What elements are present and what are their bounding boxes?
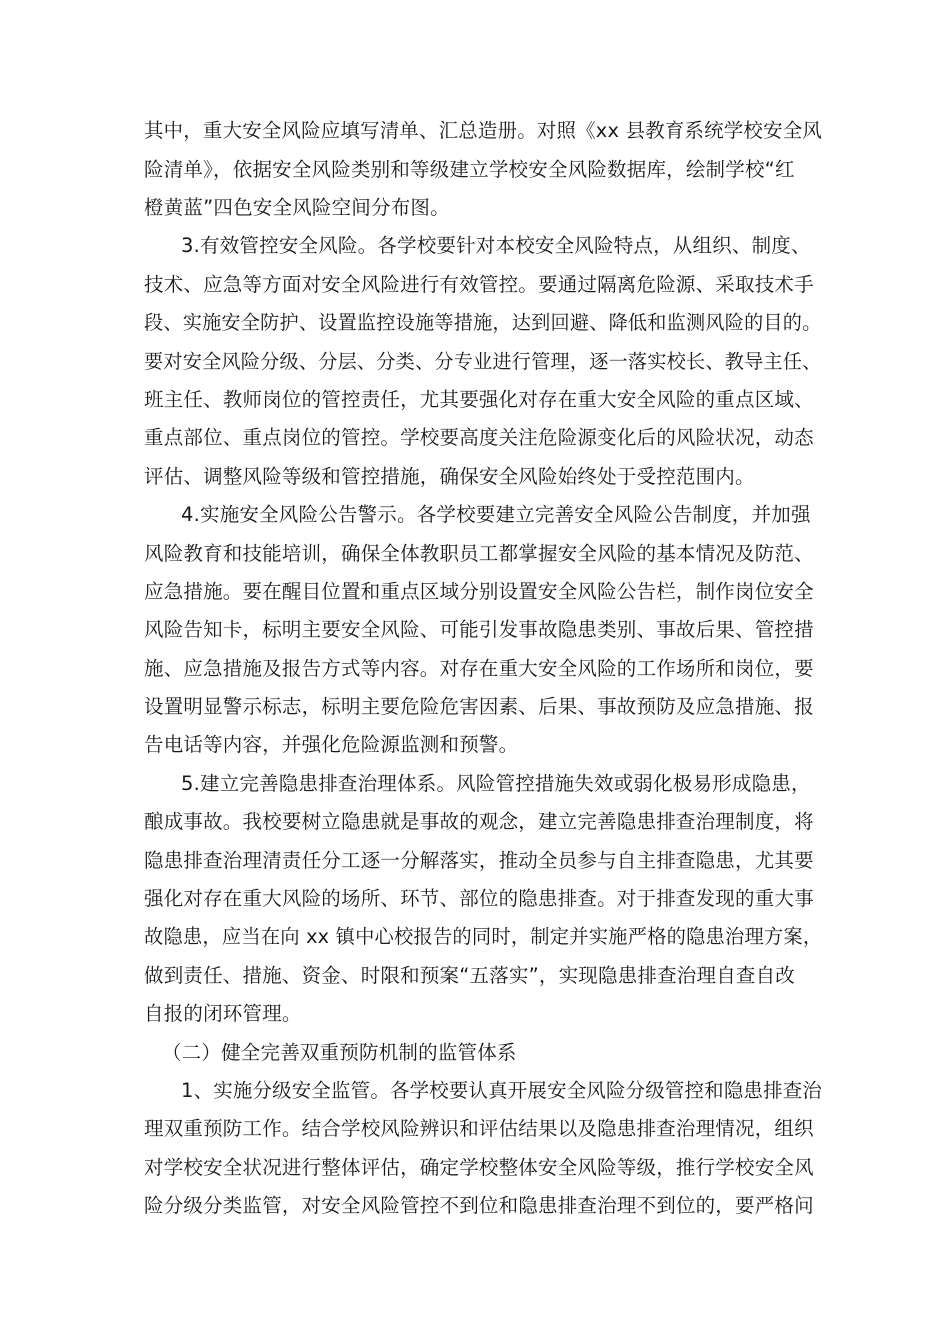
- body-text-line: 做到责任、措施、资金、时限和预案“五落实”，实现隐患排查治理自查自改: [144, 964, 796, 987]
- body-text-line: 风险教育和技能培训，确保全体教职员工都掌握安全风险的基本情况及防范、: [144, 542, 814, 565]
- body-text-line: 其中，重大安全风险应填写清单、汇总造册。对照《xx 县教育系统学校安全风: [144, 119, 823, 142]
- paragraph-heading-1: 1、实施分级安全监管。各学校要认真开展安全风险分级管控和隐患排查治: [181, 1079, 823, 1102]
- body-text-line: 段、实施安全防护、设置监控设施等措施，达到回避、降低和监测风险的目的。: [144, 311, 822, 334]
- body-text-line: 重点部位、重点岗位的管控。学校要高度关注危险源变化后的风险状况，动态: [144, 426, 814, 449]
- body-text-line: 风险告知卡，标明主要安全风险、可能引发事故隐患类别、事故后果、管控措: [144, 618, 814, 641]
- body-text-line: 应急措施。要在醒目位置和重点区域分别设置安全风险公告栏，制作岗位安全: [144, 580, 814, 603]
- paragraph-heading-5: 5.建立完善隐患排查治理体系。风险管控措施失效或弱化极易形成隐患，: [181, 772, 811, 795]
- body-text-line: 橙黄蓝”四色安全风险空间分布图。: [144, 196, 450, 219]
- body-text-line: 对学校安全状况进行整体评估，确定学校整体安全风险等级，推行学校安全风: [144, 1156, 814, 1179]
- body-text-line: 设置明显警示标志，标明主要危险危害因素、后果、事故预防及应急措施、报: [144, 695, 814, 718]
- body-text-line: 班主任、教师岗位的管控责任，尤其要强化对存在重大安全风险的重点区域、: [144, 388, 814, 411]
- body-text-line: 故隐患，应当在向 xx 镇中心校报告的同时，制定并实施严格的隐患治理方案，: [144, 925, 823, 948]
- body-text-line: 酿成事故。我校要树立隐患就是事故的观念，建立完善隐患排查治理制度，将: [144, 810, 814, 833]
- body-text-line: 自报的闭环管理。: [144, 1002, 302, 1025]
- body-text-line: 技术、应急等方面对安全风险进行有效管控。要通过隔离危险源、采取技术手: [144, 273, 814, 296]
- body-text-line: 理双重预防工作。结合学校风险辨识和评估结果以及隐患排查治理情况，组织: [144, 1117, 814, 1140]
- body-text-line: 施、应急措施及报告方式等内容。对存在重大安全风险的工作场所和岗位，要: [144, 657, 814, 680]
- body-text-line: 要对安全风险分级、分层、分类、分专业进行管理，逐一落实校长、教导主任、: [144, 350, 822, 373]
- paragraph-heading-4: 4.实施安全风险公告警示。各学校要建立完善安全风险公告制度，并加强: [181, 503, 811, 526]
- body-text-line: 险分级分类监管，对安全风险管控不到位和隐患排查治理不到位的，要严格问: [144, 1194, 814, 1217]
- body-text-line: 隐患排查治理清责任分工逐一分解落实，推动全员参与自主排查隐患，尤其要: [144, 849, 814, 872]
- paragraph-heading-3: 3.有效管控安全风险。各学校要针对本校安全风险特点，从组织、制度、: [181, 234, 811, 257]
- section-heading: （二）健全完善双重预防机制的监管体系: [162, 1041, 517, 1064]
- body-text-line: 告电话等内容，并强化危险源监测和预警。: [144, 733, 519, 756]
- body-text-line: 强化对存在重大风险的场所、环节、部位的隐患排查。对于排查发现的重大事: [144, 887, 814, 910]
- body-text-line: 险清单》，依据安全风险类别和等级建立学校安全风险数据库，绘制学校“红: [144, 158, 795, 181]
- body-text-line: 评估、调整风险等级和管控措施，确保安全风险始终处于受控范围内。: [144, 465, 755, 488]
